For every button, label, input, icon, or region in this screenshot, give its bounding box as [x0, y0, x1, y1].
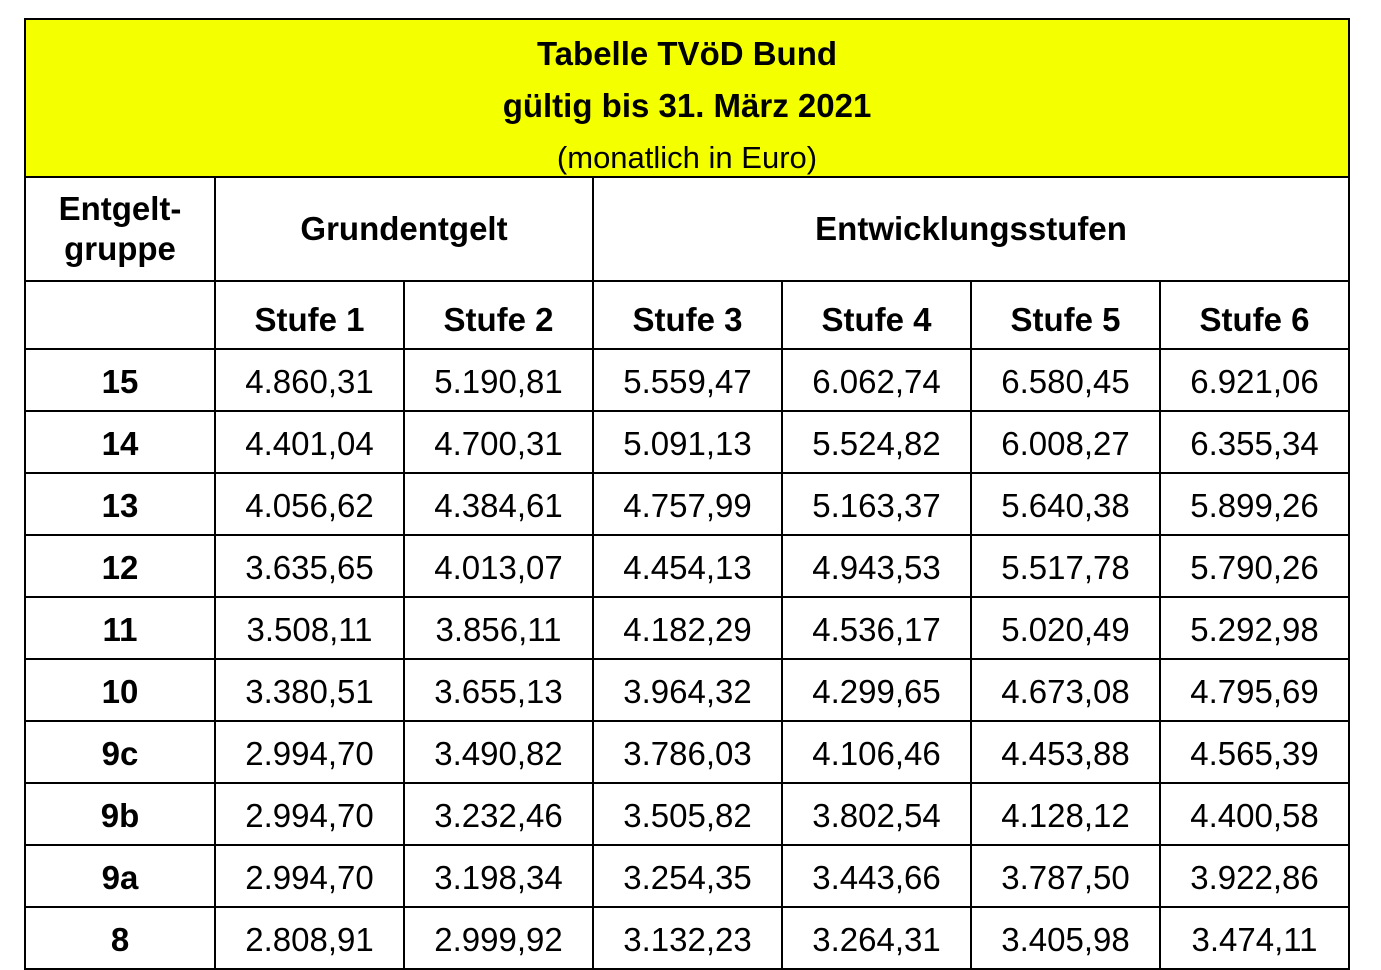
header-stufe-6: Stufe 6 [1160, 281, 1349, 349]
salary-cell-stufe-2: 4.013,07 [404, 535, 593, 597]
table-row [25, 845, 1349, 907]
title-box [24, 18, 1350, 176]
entgeltgruppe-cell: 14 [25, 411, 215, 473]
salary-cell-stufe-1: 3.380,51 [215, 659, 404, 721]
salary-cell-stufe-6: 5.899,26 [1160, 473, 1349, 535]
salary-cell-stufe-6: 3.922,86 [1160, 845, 1349, 907]
salary-cell-stufe-6: 5.790,26 [1160, 535, 1349, 597]
header-empty-cell [25, 281, 215, 349]
salary-cell-stufe-1: 4.401,04 [215, 411, 404, 473]
title-validity: gültig bis 31. März 2021 [502, 87, 872, 124]
entgeltgruppe-cell: 9b [25, 783, 215, 845]
salary-cell-stufe-3: 4.757,99 [593, 473, 782, 535]
salary-cell-stufe-1: 2.808,91 [215, 907, 404, 969]
entgeltgruppe-cell: 12 [25, 535, 215, 597]
salary-cell-stufe-5: 6.580,45 [971, 349, 1160, 411]
header-entgeltgruppe-line1: Entgelt- [58, 190, 182, 227]
salary-cell-stufe-2: 4.384,61 [404, 473, 593, 535]
table-row [25, 473, 1349, 535]
salary-cell-stufe-4: 6.062,74 [782, 349, 971, 411]
salary-cell-stufe-4: 4.106,46 [782, 721, 971, 783]
salary-cell-stufe-5: 3.405,98 [971, 907, 1160, 969]
table-row [25, 907, 1349, 969]
salary-cell-stufe-3: 4.454,13 [593, 535, 782, 597]
table-row [25, 411, 1349, 473]
salary-cell-stufe-6: 3.474,11 [1160, 907, 1349, 969]
header-stufe-5: Stufe 5 [971, 281, 1160, 349]
salary-cell-stufe-6: 4.795,69 [1160, 659, 1349, 721]
salary-cell-stufe-2: 3.856,11 [404, 597, 593, 659]
salary-cell-stufe-5: 4.453,88 [971, 721, 1160, 783]
entgeltgruppe-cell: 15 [25, 349, 215, 411]
salary-cell-stufe-4: 4.536,17 [782, 597, 971, 659]
salary-cell-stufe-4: 3.802,54 [782, 783, 971, 845]
salary-cell-stufe-1: 4.056,62 [215, 473, 404, 535]
header-stufe-2: Stufe 2 [404, 281, 593, 349]
entgeltgruppe-cell: 11 [25, 597, 215, 659]
header-stufe-4: Stufe 4 [782, 281, 971, 349]
salary-cell-stufe-4: 4.943,53 [782, 535, 971, 597]
table-row [25, 535, 1349, 597]
salary-cell-stufe-3: 3.132,23 [593, 907, 782, 969]
header-stufe-3: Stufe 3 [593, 281, 782, 349]
entgeltgruppe-cell: 9c [25, 721, 215, 783]
header-entwicklungsstufen: Entwicklungsstufen [593, 177, 1349, 281]
salary-cell-stufe-3: 4.182,29 [593, 597, 782, 659]
salary-cell-stufe-3: 3.505,82 [593, 783, 782, 845]
salary-cell-stufe-6: 4.565,39 [1160, 721, 1349, 783]
salary-cell-stufe-1: 2.994,70 [215, 721, 404, 783]
table-row [25, 659, 1349, 721]
salary-table [24, 176, 1350, 970]
header-row-stufen [25, 281, 1349, 349]
entgeltgruppe-cell: 13 [25, 473, 215, 535]
header-grundentgelt: Grundentgelt [215, 177, 593, 281]
title-main: Tabelle TVöD Bund [536, 35, 838, 72]
salary-cell-stufe-5: 6.008,27 [971, 411, 1160, 473]
salary-cell-stufe-4: 5.524,82 [782, 411, 971, 473]
salary-cell-stufe-4: 3.443,66 [782, 845, 971, 907]
salary-cell-stufe-4: 3.264,31 [782, 907, 971, 969]
salary-cell-stufe-2: 3.198,34 [404, 845, 593, 907]
salary-cell-stufe-4: 5.163,37 [782, 473, 971, 535]
header-stufe-1: Stufe 1 [215, 281, 404, 349]
salary-cell-stufe-6: 4.400,58 [1160, 783, 1349, 845]
salary-cell-stufe-1: 4.860,31 [215, 349, 404, 411]
entgeltgruppe-cell: 8 [25, 907, 215, 969]
table-row [25, 597, 1349, 659]
salary-cell-stufe-2: 5.190,81 [404, 349, 593, 411]
salary-cell-stufe-5: 4.673,08 [971, 659, 1160, 721]
salary-cell-stufe-3: 3.254,35 [593, 845, 782, 907]
header-row-groups [25, 177, 1349, 281]
salary-table-document [24, 18, 1350, 970]
salary-cell-stufe-6: 6.355,34 [1160, 411, 1349, 473]
salary-cell-stufe-2: 3.490,82 [404, 721, 593, 783]
salary-cell-stufe-1: 2.994,70 [215, 783, 404, 845]
salary-cell-stufe-5: 5.640,38 [971, 473, 1160, 535]
table-row [25, 721, 1349, 783]
salary-cell-stufe-2: 3.655,13 [404, 659, 593, 721]
salary-cell-stufe-6: 6.921,06 [1160, 349, 1349, 411]
salary-cell-stufe-3: 3.964,32 [593, 659, 782, 721]
salary-cell-stufe-5: 5.020,49 [971, 597, 1160, 659]
salary-cell-stufe-5: 3.787,50 [971, 845, 1160, 907]
table-row [25, 783, 1349, 845]
salary-cell-stufe-5: 4.128,12 [971, 783, 1160, 845]
salary-cell-stufe-1: 2.994,70 [215, 845, 404, 907]
salary-cell-stufe-1: 3.508,11 [215, 597, 404, 659]
header-entgeltgruppe-line2: gruppe [64, 230, 176, 267]
title-unit-note: (monatlich in Euro) [556, 140, 818, 175]
entgeltgruppe-cell: 10 [25, 659, 215, 721]
salary-cell-stufe-3: 3.786,03 [593, 721, 782, 783]
salary-cell-stufe-6: 5.292,98 [1160, 597, 1349, 659]
table-row [25, 349, 1349, 411]
salary-cell-stufe-2: 4.700,31 [404, 411, 593, 473]
salary-cell-stufe-3: 5.559,47 [593, 349, 782, 411]
salary-cell-stufe-3: 5.091,13 [593, 411, 782, 473]
salary-cell-stufe-4: 4.299,65 [782, 659, 971, 721]
salary-cell-stufe-2: 2.999,92 [404, 907, 593, 969]
salary-cell-stufe-1: 3.635,65 [215, 535, 404, 597]
salary-cell-stufe-2: 3.232,46 [404, 783, 593, 845]
header-entgeltgruppe [25, 177, 215, 281]
salary-cell-stufe-5: 5.517,78 [971, 535, 1160, 597]
entgeltgruppe-cell: 9a [25, 845, 215, 907]
